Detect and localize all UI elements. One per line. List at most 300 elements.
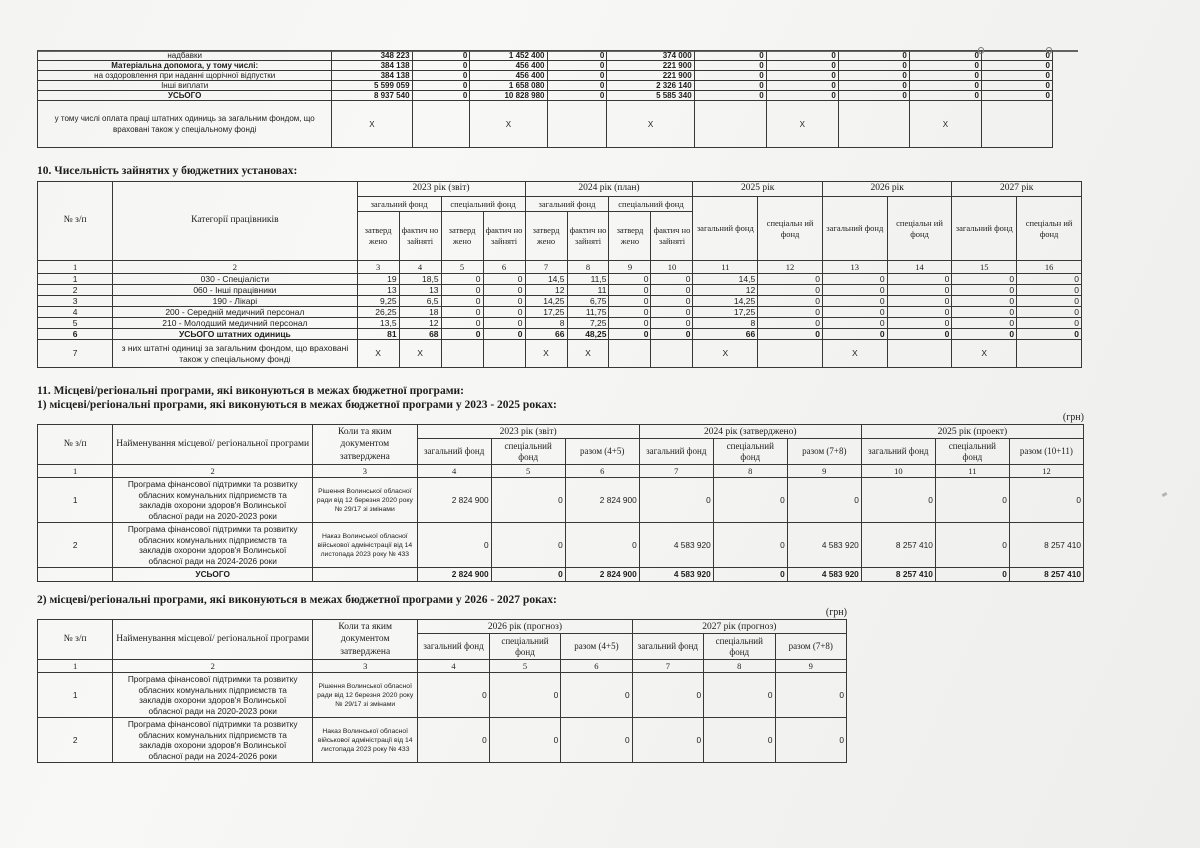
staff-category-label: 030 - Спеціалісти — [113, 274, 357, 285]
staff-value-cell: 19 — [357, 274, 399, 285]
programs-header-total: разом (7+8) — [787, 439, 861, 465]
staff-header-fund-general: загальний фонд — [822, 197, 887, 261]
staff-value-cell: 0 — [483, 296, 525, 307]
payroll-value-cell: 0 — [547, 81, 607, 91]
payroll-value-cell: 0 — [981, 71, 1052, 81]
staff-value-cell: 6,75 — [567, 296, 609, 307]
staff-value-cell: 66 — [525, 329, 567, 340]
staff-value-cell: 13,5 — [357, 318, 399, 329]
staff-value-cell: 0 — [758, 329, 823, 340]
staff-value-cell: 0 — [887, 274, 952, 285]
staff-header-approved: затверд жено — [525, 212, 567, 261]
payroll-value-cell: 5 599 059 — [332, 81, 412, 91]
staff-row-number: 2 — [38, 285, 113, 296]
program-approval-document: Рішення Волинської обласної ради від 12 березня 2020 року № 29/17 зі змінами — [313, 478, 418, 523]
staff-value-cell: 13 — [357, 285, 399, 296]
staff-value-cell: 12 — [399, 318, 441, 329]
program-colnum-cell: 1 — [38, 465, 113, 478]
payroll-value-cell: 0 — [766, 61, 838, 71]
staff-value-cell — [758, 340, 823, 368]
payroll-value-cell: 0 — [694, 91, 766, 101]
programs-2023-2025-table — [37, 424, 1084, 582]
staff-value-cell: 0 — [609, 307, 651, 318]
program-value-cell: 0 — [418, 718, 489, 763]
staff-colnum-cell: 14 — [887, 261, 952, 274]
staff-value-cell: 0 — [609, 274, 651, 285]
staff-value-cell: 13 — [399, 285, 441, 296]
staff-value-cell: 0 — [651, 274, 693, 285]
staff-header-fund-special: спеціальн ий фонд — [887, 197, 952, 261]
staff-header-fund-general: загальний фонд — [952, 197, 1017, 261]
programs-header-total: разом (10+11) — [1009, 439, 1083, 465]
staff-colnum-cell: 9 — [609, 261, 651, 274]
program-colnum-cell: 5 — [489, 660, 560, 673]
program-row — [38, 718, 847, 763]
program-total-value-cell: 0 — [713, 568, 787, 582]
program-colnum-cell: 4 — [417, 465, 491, 478]
programs-header-fund-special: спеціальний фонд — [489, 634, 560, 660]
program-total-value-cell: 8 257 410 — [1009, 568, 1083, 582]
staff-category-label: 190 - Лікарі — [113, 296, 357, 307]
program-row-number: 2 — [38, 718, 113, 763]
staff-row — [38, 329, 1082, 340]
program-name: Програма фінансової підтримки та розвитку обласних комунальних підприємств та закладів охорони здоров'я Волинської обласної ради на 2020-2023 роки — [113, 478, 313, 523]
program-value-cell: 0 — [935, 478, 1009, 523]
staff-colnum-cell: 10 — [651, 261, 693, 274]
staff-header-fund-special: спеціальн ий фонд — [758, 197, 823, 261]
payroll-value-cell: 0 — [694, 81, 766, 91]
staff-value-cell: 0 — [1017, 285, 1082, 296]
staff-value-cell: 0 — [1017, 318, 1082, 329]
staff-colnum-cell: 8 — [567, 261, 609, 274]
programs-column-numbers-row — [38, 465, 1084, 478]
staff-value-cell: 0 — [441, 307, 483, 318]
program-name: Програма фінансової підтримки та розвитку обласних комунальних підприємств та закладів охорони здоров'я Волинської обласної ради на 2024-2026 роки — [113, 523, 313, 568]
staff-value-cell: 9,25 — [357, 296, 399, 307]
payroll-value-cell: 0 — [694, 61, 766, 71]
payroll-value-cell: 374 000 — [607, 51, 694, 61]
program-value-cell: 0 — [632, 673, 703, 718]
payroll-row-label: надбавки — [38, 51, 332, 61]
payroll-value-cell: 221 900 — [607, 61, 694, 71]
staff-header-approved: затверд жено — [609, 212, 651, 261]
payroll-value-cell: 0 — [838, 71, 909, 81]
staff-value-cell: 0 — [609, 285, 651, 296]
program-total-value-cell: 2 824 900 — [417, 568, 491, 582]
staff-colnum-cell: 7 — [525, 261, 567, 274]
program-approval-document: Рішення Волинської обласної ради від 12 березня 2020 року № 29/17 зі змінами — [313, 673, 418, 718]
staff-header-approved: затверд жено — [441, 212, 483, 261]
payroll-value-cell: 0 — [412, 71, 470, 81]
program-value-cell: 0 — [775, 718, 847, 763]
staff-header-year-2024: 2024 рік (план) — [525, 182, 693, 197]
staff-value-cell: 0 — [952, 296, 1017, 307]
staff-value-cell: 0 — [758, 296, 823, 307]
staff-value-cell: 0 — [952, 307, 1017, 318]
program-value-cell: 0 — [491, 478, 565, 523]
staff-row — [38, 340, 1082, 368]
staff-value-cell: 0 — [651, 329, 693, 340]
staff-row-number: 1 — [38, 274, 113, 285]
staff-count-table — [37, 181, 1082, 368]
program-row-number: 2 — [38, 523, 113, 568]
program-colnum-cell: 9 — [787, 465, 861, 478]
programs-header-name: Найменування місцевої/ регіональної програми — [113, 620, 313, 660]
program-value-cell: 0 — [1009, 478, 1083, 523]
program-value-cell: 0 — [417, 523, 491, 568]
programs-header-fund-general: загальний фонд — [632, 634, 703, 660]
program-colnum-cell: 2 — [113, 660, 313, 673]
staff-colnum-cell: 6 — [483, 261, 525, 274]
payroll-row — [38, 91, 1053, 101]
staff-category-label: УСЬОГО штатних одиниць — [113, 329, 357, 340]
payroll-row-label: УСЬОГО — [38, 91, 332, 101]
staff-value-cell — [483, 340, 525, 368]
program-colnum-cell: 9 — [775, 660, 847, 673]
payroll-value-cell: 0 — [981, 81, 1052, 91]
scan-artifact-digit-remnant — [978, 47, 984, 54]
staff-value-cell: 0 — [651, 296, 693, 307]
programs-header-year-2023: 2023 рік (звіт) — [417, 425, 639, 439]
program-value-cell: 4 583 920 — [787, 523, 861, 568]
program-value-cell: 0 — [935, 523, 1009, 568]
staff-value-cell: X — [357, 340, 399, 368]
staff-header-occupied: фактич но зайняті — [483, 212, 525, 261]
program-total-label: УСЬОГО — [113, 568, 313, 582]
staff-header-approved: затверд жено — [357, 212, 399, 261]
staff-value-cell: X — [822, 340, 887, 368]
payroll-value-cell: 0 — [909, 61, 981, 71]
staff-category-label: 210 - Молодший медичний персонал — [113, 318, 357, 329]
program-total-value-cell: 0 — [491, 568, 565, 582]
staff-header-fund-special: спеціальний фонд — [441, 197, 525, 212]
staff-row — [38, 307, 1082, 318]
staff-value-cell: 66 — [693, 329, 758, 340]
staff-value-cell: 17,25 — [525, 307, 567, 318]
staff-header-fund-general: загальний фонд — [693, 197, 758, 261]
programs-column-numbers-row — [38, 660, 847, 673]
program-total-empty — [313, 568, 418, 582]
staff-value-cell: 18,5 — [399, 274, 441, 285]
section-11-2-subtitle: 2) місцеві/регіональні програми, які виконуються в межах бюджетної програми у 2026 - 2027 роках: — [37, 594, 557, 607]
staff-colnum-cell: 15 — [952, 261, 1017, 274]
programs-header-doc: Коли та яким документом затверджена — [313, 425, 418, 465]
programs-header-fund-special: спеціальний фонд — [713, 439, 787, 465]
payroll-value-cell — [547, 101, 607, 148]
staff-value-cell: 0 — [483, 318, 525, 329]
payroll-value-cell: 0 — [838, 51, 909, 61]
payroll-row — [38, 71, 1053, 81]
payroll-value-cell: 0 — [766, 51, 838, 61]
payroll-row-label: на оздоровлення при наданні щорічної відпустки — [38, 71, 332, 81]
programs-header-fund-general: загальний фонд — [639, 439, 713, 465]
programs-header-fund-special: спеціальний фонд — [704, 634, 775, 660]
payroll-value-cell — [838, 101, 909, 148]
staff-value-cell: 0 — [952, 329, 1017, 340]
staff-value-cell: X — [693, 340, 758, 368]
staff-value-cell — [609, 340, 651, 368]
staff-value-cell: 14,25 — [525, 296, 567, 307]
program-total-row — [38, 568, 1084, 582]
staff-value-cell: 0 — [441, 274, 483, 285]
programs-header-fund-special: спеціальний фонд — [935, 439, 1009, 465]
programs-header-fund-special: спеціальний фонд — [491, 439, 565, 465]
payroll-value-cell: 1 658 080 — [470, 81, 547, 91]
staff-value-cell: 0 — [822, 307, 887, 318]
payroll-value-cell: 0 — [909, 51, 981, 61]
programs-header-fund-general: загальний фонд — [418, 634, 489, 660]
programs-header-year-2024: 2024 рік (затверджено) — [639, 425, 861, 439]
program-row-number: 1 — [38, 673, 113, 718]
staff-value-cell: 0 — [887, 307, 952, 318]
payroll-value-cell: 0 — [766, 91, 838, 101]
staff-colnum-cell: 11 — [693, 261, 758, 274]
program-total-value-cell: 4 583 920 — [787, 568, 861, 582]
programs-header-fund-general: загальний фонд — [417, 439, 491, 465]
payroll-value-cell: 0 — [981, 61, 1052, 71]
staff-header-year-2025: 2025 рік — [693, 182, 822, 197]
program-row — [38, 523, 1084, 568]
payroll-value-cell: 0 — [909, 71, 981, 81]
program-value-cell: 4 583 920 — [639, 523, 713, 568]
payroll-value-cell: 8 937 540 — [332, 91, 412, 101]
program-value-cell: 0 — [561, 718, 632, 763]
program-colnum-cell: 10 — [861, 465, 935, 478]
staff-header-occupied: фактич но зайняті — [399, 212, 441, 261]
staff-category-label: 060 - Інші працівники — [113, 285, 357, 296]
programs-header-name: Найменування місцевої/ регіональної програми — [113, 425, 313, 465]
payroll-value-cell: 0 — [766, 81, 838, 91]
staff-value-cell: X — [952, 340, 1017, 368]
payroll-value-cell: 0 — [838, 81, 909, 91]
staff-value-cell: 0 — [609, 318, 651, 329]
payroll-value-cell: 2 326 140 — [607, 81, 694, 91]
staff-value-cell: 8 — [693, 318, 758, 329]
currency-note: (грн) — [825, 607, 847, 619]
program-colnum-cell: 12 — [1009, 465, 1083, 478]
staff-value-cell: 18 — [399, 307, 441, 318]
staff-value-cell — [651, 340, 693, 368]
payroll-value-cell: 0 — [981, 51, 1052, 61]
payroll-value-cell: 0 — [694, 51, 766, 61]
payroll-value-cell: 0 — [547, 71, 607, 81]
program-value-cell: 0 — [713, 523, 787, 568]
program-name: Програма фінансової підтримки та розвитку обласних комунальних підприємств та закладів охорони здоров'я Волинської обласної ради на 2024-2026 роки — [113, 718, 313, 763]
staff-value-cell — [887, 340, 952, 368]
staff-value-cell: 0 — [483, 285, 525, 296]
program-colnum-cell: 8 — [704, 660, 775, 673]
staff-value-cell: 0 — [758, 285, 823, 296]
currency-note: (грн) — [1062, 412, 1084, 423]
program-colnum-cell: 5 — [491, 465, 565, 478]
staff-row — [38, 285, 1082, 296]
program-name: Програма фінансової підтримки та розвитку обласних комунальних підприємств та закладів охорони здоров'я Волинської обласної ради на 2020-2023 роки — [113, 673, 313, 718]
program-value-cell: 0 — [775, 673, 847, 718]
staff-row — [38, 274, 1082, 285]
program-row — [38, 478, 1084, 523]
staff-value-cell — [1017, 340, 1082, 368]
payroll-value-cell: 0 — [694, 71, 766, 81]
staff-value-cell: 0 — [651, 285, 693, 296]
staff-header-year-2023: 2023 рік (звіт) — [357, 182, 525, 197]
staff-row — [38, 318, 1082, 329]
programs-header-fund-general: загальний фонд — [861, 439, 935, 465]
staff-row-number: 5 — [38, 318, 113, 329]
staff-value-cell: 11,75 — [567, 307, 609, 318]
payroll-value-cell — [981, 101, 1052, 148]
payroll-value-cell: 0 — [412, 61, 470, 71]
staff-value-cell: X — [399, 340, 441, 368]
staff-value-cell: X — [525, 340, 567, 368]
program-total-value-cell: 4 583 920 — [639, 568, 713, 582]
staff-value-cell: 0 — [609, 329, 651, 340]
staff-value-cell: 0 — [887, 285, 952, 296]
scanned-document-page — [0, 50, 1200, 848]
program-colnum-cell: 6 — [561, 660, 632, 673]
staff-colnum-cell: 4 — [399, 261, 441, 274]
staff-category-label: 200 - Середній медичний персонал — [113, 307, 357, 318]
payroll-row — [38, 81, 1053, 91]
staff-header-year-2027: 2027 рік — [952, 182, 1082, 197]
program-value-cell: 2 824 900 — [565, 478, 639, 523]
program-total-empty — [38, 568, 113, 582]
payroll-value-cell: 456 400 — [470, 61, 547, 71]
staff-row-number: 4 — [38, 307, 113, 318]
payroll-row-label: у тому числі оплата праці штатних одиниць за загальним фондом, що враховані також у спеціальному фонді — [38, 101, 332, 148]
payroll-value-cell: 0 — [766, 71, 838, 81]
staff-colnum-cell: 13 — [822, 261, 887, 274]
staff-value-cell: 0 — [887, 329, 952, 340]
staff-value-cell: 8 — [525, 318, 567, 329]
staff-colnum-cell: 1 — [38, 261, 113, 274]
payroll-value-cell: 0 — [412, 91, 470, 101]
staff-header-fund-general: загальний фонд — [525, 197, 609, 212]
staff-row — [38, 296, 1082, 307]
staff-value-cell: 0 — [952, 274, 1017, 285]
payroll-row-label: Матеріальна допомога, у тому числі: — [38, 61, 332, 71]
staff-value-cell: 81 — [357, 329, 399, 340]
staff-value-cell: 0 — [1017, 307, 1082, 318]
staff-value-cell: 48,25 — [567, 329, 609, 340]
payroll-value-cell: X — [332, 101, 412, 148]
staff-column-numbers-row — [38, 261, 1082, 274]
staff-value-cell: 14,5 — [525, 274, 567, 285]
staff-value-cell: 14,25 — [693, 296, 758, 307]
payroll-value-cell: 0 — [909, 91, 981, 101]
program-colnum-cell: 3 — [313, 660, 418, 673]
program-colnum-cell: 1 — [38, 660, 113, 673]
staff-header-year-2026: 2026 рік — [822, 182, 951, 197]
staff-value-cell: 0 — [441, 329, 483, 340]
staff-value-cell: 0 — [822, 285, 887, 296]
payroll-row — [38, 101, 1053, 148]
staff-value-cell: 0 — [887, 318, 952, 329]
program-colnum-cell: 7 — [632, 660, 703, 673]
staff-header-no: № з/п — [38, 182, 113, 261]
payroll-value-cell: X — [470, 101, 547, 148]
staff-colnum-cell: 3 — [357, 261, 399, 274]
program-value-cell: 2 824 900 — [417, 478, 491, 523]
program-value-cell: 8 257 410 — [1009, 523, 1083, 568]
program-total-value-cell: 8 257 410 — [861, 568, 935, 582]
staff-value-cell: 17,25 — [693, 307, 758, 318]
payroll-value-cell: 0 — [412, 81, 470, 91]
payroll-summary-table — [37, 50, 1053, 148]
payroll-value-cell: 384 138 — [332, 61, 412, 71]
payroll-value-cell: 0 — [547, 91, 607, 101]
staff-row-number: 6 — [38, 329, 113, 340]
programs-header-total: разом (4+5) — [561, 634, 632, 660]
staff-value-cell: 0 — [822, 274, 887, 285]
programs-header-year-2026: 2026 рік (прогноз) — [418, 620, 632, 634]
program-colnum-cell: 8 — [713, 465, 787, 478]
payroll-value-cell: 348 223 — [332, 51, 412, 61]
scan-artifact-cut-table-border — [37, 50, 1078, 52]
program-total-value-cell: 0 — [935, 568, 1009, 582]
staff-value-cell: 0 — [1017, 329, 1082, 340]
staff-colnum-cell: 5 — [441, 261, 483, 274]
program-value-cell: 0 — [561, 673, 632, 718]
staff-header-categories: Категорії працівників — [113, 182, 357, 261]
programs-header-no: № з/п — [38, 425, 113, 465]
program-total-value-cell: 2 824 900 — [565, 568, 639, 582]
scan-artifact-digit-remnant — [1046, 47, 1052, 54]
program-colnum-cell: 7 — [639, 465, 713, 478]
programs-header-year-2025: 2025 рік (проект) — [861, 425, 1083, 439]
programs-header-total: разом (7+8) — [775, 634, 847, 660]
staff-value-cell: 0 — [822, 318, 887, 329]
program-value-cell: 0 — [861, 478, 935, 523]
payroll-value-cell: 0 — [981, 91, 1052, 101]
staff-value-cell: 14,5 — [693, 274, 758, 285]
program-value-cell: 0 — [713, 478, 787, 523]
staff-header-fund-special: спеціальний фонд — [609, 197, 693, 212]
staff-row-number: 7 — [38, 340, 113, 368]
staff-header-occupied: фактич но зайняті — [567, 212, 609, 261]
staff-value-cell: 26,25 — [357, 307, 399, 318]
program-value-cell: 0 — [418, 673, 489, 718]
program-colnum-cell: 2 — [113, 465, 313, 478]
staff-value-cell: 0 — [887, 296, 952, 307]
programs-header-doc: Коли та яким документом затверджена — [313, 620, 418, 660]
payroll-row — [38, 51, 1053, 61]
program-value-cell: 8 257 410 — [861, 523, 935, 568]
staff-value-cell: 0 — [1017, 296, 1082, 307]
programs-2026-2027-table — [37, 619, 847, 763]
staff-value-cell: 68 — [399, 329, 441, 340]
payroll-value-cell: 221 900 — [607, 71, 694, 81]
payroll-value-cell: X — [909, 101, 981, 148]
scan-artifact-speck — [1162, 492, 1168, 497]
payroll-row — [38, 61, 1053, 71]
staff-category-label: з них штатні одиниці за загальним фондом, що враховані також у спеціальному фонді — [113, 340, 357, 368]
payroll-value-cell: 384 138 — [332, 71, 412, 81]
program-value-cell: 0 — [639, 478, 713, 523]
payroll-value-cell: X — [766, 101, 838, 148]
staff-value-cell: 0 — [952, 285, 1017, 296]
section-10-title: 10. Чисельність зайнятих у бюджетних установах: — [37, 165, 298, 177]
staff-value-cell: 12 — [693, 285, 758, 296]
payroll-value-cell: 10 828 980 — [470, 91, 547, 101]
staff-header-occupied: фактич но зайняті — [651, 212, 693, 261]
section-11-1-subtitle: 1) місцеві/регіональні програми, які виконуються в межах бюджетної програми у 2023 - 2025 роках: — [37, 399, 557, 411]
staff-value-cell: 7,25 — [567, 318, 609, 329]
payroll-value-cell: 5 585 340 — [607, 91, 694, 101]
payroll-value-cell: 0 — [547, 51, 607, 61]
staff-row-number: 3 — [38, 296, 113, 307]
staff-value-cell: 0 — [609, 296, 651, 307]
program-approval-document: Наказ Волинської обласної військової адміністрації від 14 листопада 2023 року № 433 — [313, 718, 418, 763]
